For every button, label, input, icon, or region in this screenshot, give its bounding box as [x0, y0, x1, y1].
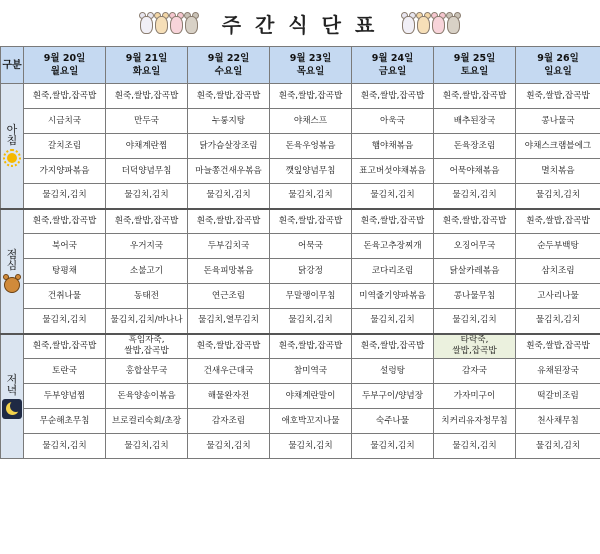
menu-cell: 흰죽,쌀밥,잡곡밥	[24, 334, 106, 359]
menu-cell: 흰죽,쌀밥,잡곡밥	[270, 84, 352, 109]
mouse-icon	[155, 12, 168, 34]
day-date: 9월 21일	[125, 53, 168, 64]
menu-cell: 물김치,김치	[270, 309, 352, 334]
menu-cell: 흰죽,쌀밥,잡곡밥	[434, 84, 516, 109]
meal-label: 저녁	[6, 372, 18, 397]
menu-cell: 흰죽,쌀밥,잡곡밥	[24, 209, 106, 234]
header-row	[1, 47, 600, 84]
meal-label: 점심	[6, 247, 18, 272]
menu-cell: 떡갈비조림	[516, 384, 600, 409]
menu-cell: 흰죽,쌀밥,잡곡밥	[24, 84, 106, 109]
meal-label-cell	[1, 209, 24, 334]
menu-cell: 물김치,김치	[516, 184, 600, 209]
menu-cell: 흰죽,쌀밥,잡곡밥	[516, 84, 600, 109]
menu-cell: 야채스프	[270, 109, 352, 134]
menu-cell: 소불고기	[106, 259, 188, 284]
menu-row	[1, 234, 600, 259]
menu-cell: 두부김치국	[188, 234, 270, 259]
menu-cell: 닭강정	[270, 259, 352, 284]
menu-cell: 물김치,김치	[24, 309, 106, 334]
menu-cell: 닭가슴살장조림	[188, 134, 270, 159]
menu-cell: 물김치,열무김치	[188, 309, 270, 334]
menu-row	[1, 84, 600, 109]
menu-cell: 북어국	[24, 234, 106, 259]
menu-cell: 물김치,김치	[352, 184, 434, 209]
menu-cell: 건새우근대국	[188, 359, 270, 384]
menu-cell: 참미역국	[270, 359, 352, 384]
menu-cell: 어묵국	[270, 234, 352, 259]
weekly-menu-table	[0, 46, 600, 459]
menu-cell: 돈육고추장찌개	[352, 234, 434, 259]
menu-cell: 물김치,김치	[270, 434, 352, 459]
day-weekday: 토요일	[460, 66, 489, 77]
menu-cell: 가자미구이	[434, 384, 516, 409]
meal-label-cell	[1, 84, 24, 209]
menu-cell: 콩나물무침	[434, 284, 516, 309]
day-weekday: 월요일	[50, 66, 79, 77]
menu-cell: 야채계란말이	[270, 384, 352, 409]
bear-icon	[3, 274, 21, 294]
day-date: 9월 24일	[371, 53, 414, 64]
menu-cell: 물김치,김치	[188, 184, 270, 209]
menu-row	[1, 434, 600, 459]
menu-cell: 오징어무국	[434, 234, 516, 259]
menu-cell: 물김치,김치	[434, 184, 516, 209]
menu-cell: 가지양파볶음	[24, 159, 106, 184]
menu-cell: 만두국	[106, 109, 188, 134]
menu-cell: 고사리나물	[516, 284, 600, 309]
day-header	[352, 47, 434, 84]
menu-cell: 마늘쫑건새우볶음	[188, 159, 270, 184]
moon-icon	[2, 399, 22, 419]
menu-cell: 코다리조림	[352, 259, 434, 284]
menu-row	[1, 184, 600, 209]
menu-cell: 흰죽,쌀밥,잡곡밥	[188, 334, 270, 359]
menu-cell: 흰죽,쌀밥,잡곡밥	[352, 209, 434, 234]
day-date: 9월 20일	[43, 53, 86, 64]
day-header	[106, 47, 188, 84]
menu-cell: 흰죽,쌀밥,잡곡밥	[270, 209, 352, 234]
day-date: 9월 23일	[289, 53, 332, 64]
page-title: 주간식단표	[221, 12, 389, 37]
menu-row	[1, 109, 600, 134]
mice-decoration-right	[402, 12, 460, 34]
menu-cell: 탕평채	[24, 259, 106, 284]
day-header	[188, 47, 270, 84]
menu-cell: 우거지국	[106, 234, 188, 259]
menu-cell: 시금치국	[24, 109, 106, 134]
menu-row	[1, 384, 600, 409]
menu-cell: 두부구이/양념장	[352, 384, 434, 409]
menu-cell: 흰죽,쌀밥,잡곡밥	[188, 84, 270, 109]
sun-icon	[3, 149, 21, 167]
mouse-icon	[140, 12, 153, 34]
menu-cell: 무순해초무침	[24, 409, 106, 434]
menu-cell: 토란국	[24, 359, 106, 384]
corner-label: 구분	[1, 47, 24, 84]
menu-cell: 돈육양송이볶음	[106, 384, 188, 409]
menu-row	[1, 409, 600, 434]
menu-cell: 감자조림	[188, 409, 270, 434]
menu-cell: 표고버섯야채볶음	[352, 159, 434, 184]
menu-cell: 물김치,김치	[516, 309, 600, 334]
menu-cell: 감자국	[434, 359, 516, 384]
menu-cell: 물김치,김치	[24, 184, 106, 209]
menu-cell: 홍합살무국	[106, 359, 188, 384]
menu-cell: 돈육피망볶음	[188, 259, 270, 284]
day-date: 9월 22일	[207, 53, 250, 64]
menu-cell: 물김치,김치	[352, 434, 434, 459]
menu-cell: 물김치,김치/바나나	[106, 309, 188, 334]
menu-cell: 무말랭이무침	[270, 284, 352, 309]
menu-cell: 물김치,김치	[106, 184, 188, 209]
title-bar	[0, 0, 600, 46]
menu-cell: 천사채무침	[516, 409, 600, 434]
menu-cell: 어묵야채볶음	[434, 159, 516, 184]
menu-cell: 흰죽,쌀밥,잡곡밥	[106, 84, 188, 109]
menu-cell: 배추된장국	[434, 109, 516, 134]
menu-cell: 돈육우엉볶음	[270, 134, 352, 159]
menu-cell: 브로컬리숙회/초장	[106, 409, 188, 434]
day-weekday: 화요일	[132, 66, 161, 77]
menu-cell: 해물완자전	[188, 384, 270, 409]
menu-cell: 유채된장국	[516, 359, 600, 384]
day-weekday: 목요일	[296, 66, 325, 77]
menu-cell: 물김치,김치	[434, 434, 516, 459]
menu-cell: 흰죽,쌀밥,잡곡밥	[352, 334, 434, 359]
menu-cell: 누룽지탕	[188, 109, 270, 134]
meal-label-cell	[1, 334, 24, 459]
menu-cell: 콩나물국	[516, 109, 600, 134]
menu-cell: 흰죽,쌀밥,잡곡밥	[516, 209, 600, 234]
mouse-icon	[447, 12, 460, 34]
day-weekday: 일요일	[544, 66, 572, 77]
menu-cell: 동태전	[106, 284, 188, 309]
menu-cell: 깻잎양념무침	[270, 159, 352, 184]
menu-cell: 물김치,김치	[24, 434, 106, 459]
menu-cell: 숙주나물	[352, 409, 434, 434]
mouse-icon	[185, 12, 198, 34]
menu-cell: 흰죽,쌀밥,잡곡밥	[516, 334, 600, 359]
mouse-icon	[417, 12, 430, 34]
menu-row	[1, 134, 600, 159]
menu-cell: 물김치,김치	[516, 434, 600, 459]
menu-row	[1, 309, 600, 334]
menu-cell: 더덕양념무침	[106, 159, 188, 184]
menu-cell: 순두부백탕	[516, 234, 600, 259]
mouse-icon	[170, 12, 183, 34]
menu-cell: 타락죽, 쌀밥,잡곡밥	[434, 334, 516, 359]
menu-cell: 물김치,김치	[270, 184, 352, 209]
day-header	[434, 47, 516, 84]
menu-cell: 흰죽,쌀밥,잡곡밥	[106, 209, 188, 234]
menu-cell: 건취나물	[24, 284, 106, 309]
menu-cell: 두부양념찜	[24, 384, 106, 409]
meal-label: 아침	[6, 123, 18, 148]
menu-cell: 흰죽,쌀밥,잡곡밥	[188, 209, 270, 234]
menu-row	[1, 359, 600, 384]
menu-cell: 흰죽,쌀밥,잡곡밥	[352, 84, 434, 109]
menu-row	[1, 334, 600, 359]
menu-row	[1, 284, 600, 309]
menu-cell: 연근조림	[188, 284, 270, 309]
day-weekday: 수요일	[214, 66, 243, 77]
menu-cell: 흰죽,쌀밥,잡곡밥	[270, 334, 352, 359]
menu-cell: 물김치,김치	[352, 309, 434, 334]
menu-cell: 야채스크램블에그	[516, 134, 600, 159]
menu-cell: 아욱국	[352, 109, 434, 134]
day-weekday: 금요일	[378, 66, 407, 77]
menu-cell: 미역줄기양파볶음	[352, 284, 434, 309]
menu-cell: 돈육장조림	[434, 134, 516, 159]
menu-cell: 삼치조림	[516, 259, 600, 284]
menu-body	[1, 84, 600, 459]
menu-cell: 갈치조림	[24, 134, 106, 159]
menu-cell: 물김치,김치	[188, 434, 270, 459]
mouse-icon	[402, 12, 415, 34]
menu-row	[1, 209, 600, 234]
menu-cell: 햄야채볶음	[352, 134, 434, 159]
day-date: 9월 25일	[453, 53, 496, 64]
mouse-icon	[432, 12, 445, 34]
menu-cell: 멸치볶음	[516, 159, 600, 184]
menu-cell: 닭살카레볶음	[434, 259, 516, 284]
menu-cell: 물김치,김치	[106, 434, 188, 459]
day-header	[516, 47, 600, 84]
menu-cell: 흰죽,쌀밥,잡곡밥	[434, 209, 516, 234]
day-header	[270, 47, 352, 84]
mice-decoration-left	[140, 12, 198, 34]
menu-cell: 애호박꼬지나물	[270, 409, 352, 434]
menu-cell: 야채계란찜	[106, 134, 188, 159]
day-header	[24, 47, 106, 84]
day-date: 9월 26일	[537, 53, 579, 64]
menu-cell: 치커리유자청무침	[434, 409, 516, 434]
menu-row	[1, 259, 600, 284]
menu-cell: 물김치,김치	[434, 309, 516, 334]
menu-cell: 흑임자죽, 쌀밥,잡곡밥	[106, 334, 188, 359]
menu-row	[1, 159, 600, 184]
menu-cell: 설렁탕	[352, 359, 434, 384]
